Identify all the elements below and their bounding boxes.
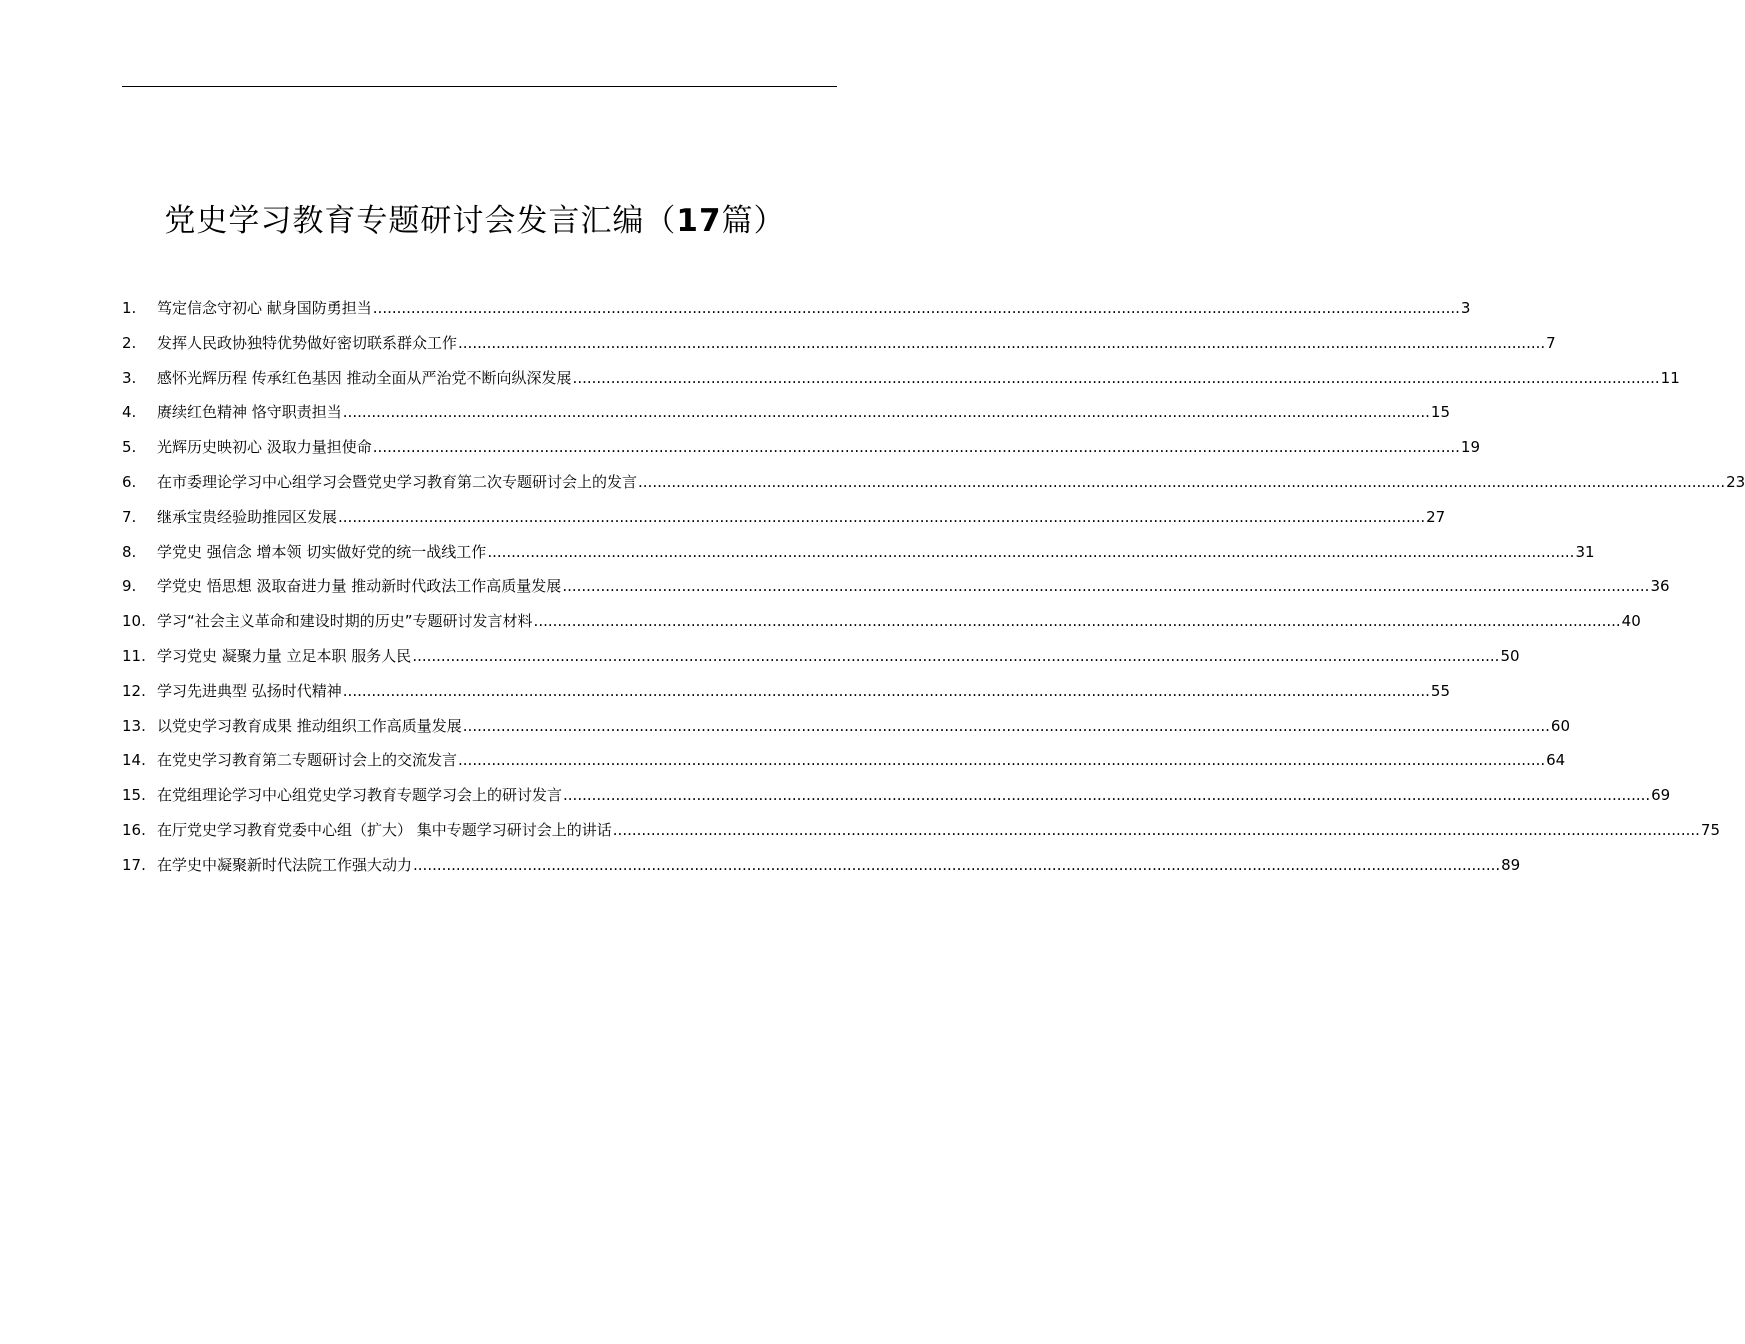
toc-entry-number: 3. <box>122 368 137 387</box>
toc-entry[interactable] <box>122 326 1556 361</box>
toc-entry[interactable] <box>122 778 1671 813</box>
toc-entry-page: 7 <box>1546 333 1556 352</box>
toc-dot-leader <box>463 709 1550 744</box>
toc-entry[interactable] <box>122 639 1520 674</box>
toc-entry-number: 7. <box>122 507 137 526</box>
toc-entry[interactable] <box>122 395 1450 430</box>
toc-dot-leader <box>562 569 1649 604</box>
toc-entry-title: 学党史 强信念 增本领 切实做好党的统一战线工作 <box>157 542 487 561</box>
toc-entry-number: 6. <box>122 472 137 491</box>
title-suffix: 篇） <box>721 203 786 239</box>
toc-entry[interactable] <box>122 430 1480 465</box>
toc-dot-leader <box>413 848 1500 883</box>
toc-entry-title: 赓续红色精神 恪守职责担当 <box>157 403 342 422</box>
toc-entry[interactable] <box>122 535 1595 570</box>
toc-entry-title: 在学史中凝聚新时代法院工作强大动力 <box>157 855 413 874</box>
toc-entry[interactable] <box>122 743 1566 778</box>
toc-entry-title: 在市委理论学习中心组学习会暨党史学习教育第二次专题研讨会上的发言 <box>157 472 638 491</box>
toc-entry[interactable] <box>122 569 1670 604</box>
toc-entry-number: 2. <box>122 333 137 352</box>
toc-dot-leader <box>373 430 1460 465</box>
toc-entry-page: 40 <box>1621 612 1641 631</box>
toc-entry-title: 发挥人民政协独特优势做好密切联系群众工作 <box>157 333 458 352</box>
toc-entry-number: 16. <box>122 820 146 839</box>
toc-entry-page: 36 <box>1650 577 1670 596</box>
toc-dot-leader <box>343 674 1430 709</box>
toc-dot-leader <box>458 326 1545 361</box>
toc-entry-page: 11 <box>1660 368 1680 387</box>
toc-entry-page: 64 <box>1546 751 1566 770</box>
toc-dot-leader <box>613 813 1700 848</box>
toc-entry[interactable] <box>122 361 1680 396</box>
toc-dot-leader <box>373 291 1460 326</box>
toc-entry-title: 继承宝贵经验助推园区发展 <box>157 507 338 526</box>
toc-entry-page: 55 <box>1430 681 1450 700</box>
toc-entry-page: 69 <box>1651 786 1671 805</box>
document-title <box>0 196 950 246</box>
toc-dot-leader <box>412 639 1499 674</box>
toc-dot-leader <box>563 778 1650 813</box>
toc-entry-number: 14. <box>122 751 146 770</box>
toc-dot-leader <box>573 361 1660 396</box>
toc-entry-number: 12. <box>122 681 146 700</box>
toc-entry-number: 17. <box>122 855 146 874</box>
toc-dot-leader <box>343 395 1430 430</box>
toc-entry-title: 学习“社会主义革命和建设时期的历史”专题研讨发言材料 <box>157 612 533 631</box>
toc-entry-title: 感怀光辉历程 传承红色基因 推动全面从严治党不断向纵深发展 <box>157 368 572 387</box>
toc-entry-page: 75 <box>1700 820 1720 839</box>
toc-entry[interactable] <box>122 674 1450 709</box>
toc-entry-title: 在党组理论学习中心组党史学习教育专题学习会上的研讨发言 <box>157 786 563 805</box>
toc-dot-leader <box>638 465 1725 500</box>
toc-entry[interactable] <box>122 291 1471 326</box>
toc-entry-number: 11. <box>122 646 146 665</box>
header-rule <box>122 86 837 87</box>
toc-entry[interactable] <box>122 813 1720 848</box>
toc-entry-title: 在厅党史学习教育党委中心组（扩大） 集中专题学习研讨会上的讲话 <box>157 820 612 839</box>
toc-entry-page: 89 <box>1501 855 1521 874</box>
toc-entry-title: 光辉历史映初心 汲取力量担使命 <box>157 438 372 457</box>
toc-entry-page: 50 <box>1500 646 1520 665</box>
toc-entry-number: 15. <box>122 786 146 805</box>
toc-entry-number: 13. <box>122 716 146 735</box>
toc-entry-page: 19 <box>1460 438 1480 457</box>
toc-entry-page: 15 <box>1430 403 1450 422</box>
toc-entry[interactable] <box>122 848 1521 883</box>
toc-dot-leader <box>534 604 1621 639</box>
toc-entry-number: 8. <box>122 542 137 561</box>
toc-entry[interactable] <box>122 465 1745 500</box>
toc-entry-title: 在党史学习教育第二专题研讨会上的交流发言 <box>157 751 458 770</box>
toc-entry-page: 27 <box>1426 507 1446 526</box>
toc-dot-leader <box>458 743 1545 778</box>
toc-entry-page: 31 <box>1575 542 1595 561</box>
title-prefix: 党史学习教育专题研讨会发言汇编（ <box>164 203 677 239</box>
toc-entry-page: 60 <box>1550 716 1570 735</box>
toc-entry-number: 10. <box>122 612 146 631</box>
table-of-contents <box>122 291 1745 883</box>
toc-entry-title: 学党史 悟思想 汲取奋进力量 推动新时代政法工作高质量发展 <box>157 577 562 596</box>
title-count: 17 <box>676 203 722 239</box>
toc-entry-title: 学习党史 凝聚力量 立足本职 服务人民 <box>157 646 412 665</box>
toc-entry[interactable] <box>122 709 1570 744</box>
toc-entry-number: 5. <box>122 438 137 457</box>
toc-dot-leader <box>487 535 1574 570</box>
toc-entry-page: 3 <box>1460 299 1471 317</box>
toc-entry-title: 学习先进典型 弘扬时代精神 <box>157 681 342 700</box>
toc-entry-title: 笃定信念守初心 献身国防勇担当 <box>157 299 372 317</box>
toc-dot-leader <box>338 500 1425 535</box>
toc-entry[interactable] <box>122 500 1446 535</box>
toc-entry-number: 9. <box>122 577 137 596</box>
toc-entry-number: 1. <box>122 299 137 317</box>
toc-entry-page: 23 <box>1726 472 1745 491</box>
toc-entry[interactable] <box>122 604 1641 639</box>
toc-entry-title: 以党史学习教育成果 推动组织工作高质量发展 <box>157 716 462 735</box>
toc-entry-number: 4. <box>122 403 137 422</box>
